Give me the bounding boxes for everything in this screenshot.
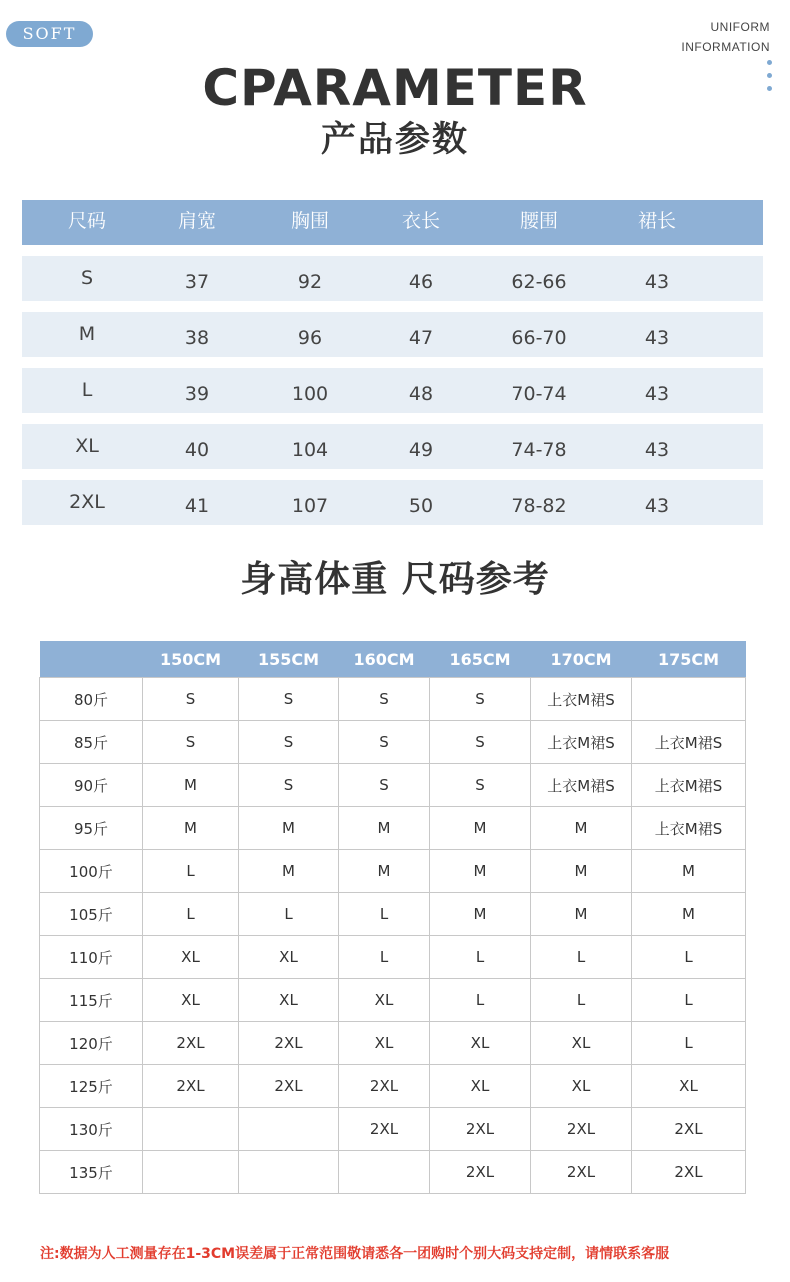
- parameter-header-row: [22, 200, 763, 245]
- ref-row: [40, 1108, 746, 1151]
- ref-weight-cell: 135斤: [40, 1151, 143, 1194]
- ref-header-cell: 160CM: [339, 641, 430, 678]
- ref-size-cell: M: [531, 893, 632, 936]
- param-header-cell: 胸围: [290, 210, 329, 232]
- ref-size-cell: M: [632, 893, 746, 936]
- param-value-cell: 104: [291, 439, 329, 461]
- measurement-note: 注:数据为人工测量存在1-3CM误差属于正常范围敬请悉各一团购时个别大码支持定制，请情联系客服: [40, 1246, 670, 1262]
- ref-size-cell: L: [143, 893, 239, 936]
- page-subtitle: 产品参数: [320, 120, 469, 160]
- param-size-cell: XL: [75, 435, 99, 457]
- ref-row: [40, 979, 746, 1022]
- ref-weight-cell: 110斤: [40, 936, 143, 979]
- parameter-table: [22, 200, 763, 536]
- ref-size-cell: 2XL: [143, 1022, 239, 1065]
- param-value-cell: 78-82: [511, 495, 567, 517]
- ref-size-cell: S: [143, 721, 239, 764]
- ref-header-cell: 165CM: [430, 641, 531, 678]
- ref-row: [40, 1151, 746, 1194]
- ref-size-cell: 2XL: [339, 1108, 430, 1151]
- ref-size-cell: S: [430, 678, 531, 721]
- ref-row: [40, 1022, 746, 1065]
- ref-size-cell: M: [239, 850, 339, 893]
- ref-weight-cell: 120斤: [40, 1022, 143, 1065]
- ref-size-cell: [239, 1108, 339, 1151]
- parameter-row: [22, 256, 763, 301]
- parameter-row: [22, 424, 763, 469]
- ref-size-cell: 2XL: [632, 1151, 746, 1194]
- ref-row: [40, 807, 746, 850]
- ref-size-cell: 上衣M裙S: [531, 678, 632, 721]
- ref-size-cell: 2XL: [430, 1151, 531, 1194]
- ref-size-cell: L: [632, 979, 746, 1022]
- ref-size-cell: M: [143, 807, 239, 850]
- ref-weight-cell: 90斤: [40, 764, 143, 807]
- param-value-cell: 46: [408, 271, 434, 293]
- page-title: CPARAMETER: [202, 59, 588, 117]
- ref-size-cell: 2XL: [531, 1108, 632, 1151]
- ref-weight-cell: 125斤: [40, 1065, 143, 1108]
- ref-header-cell: [40, 641, 143, 678]
- ref-size-cell: L: [531, 979, 632, 1022]
- ref-size-cell: L: [430, 979, 531, 1022]
- ref-size-cell: S: [143, 678, 239, 721]
- ref-size-cell: M: [339, 850, 430, 893]
- ref-size-cell: L: [339, 936, 430, 979]
- ref-size-cell: XL: [430, 1065, 531, 1108]
- soft-badge: SOFT: [6, 21, 93, 47]
- ref-row: [40, 936, 746, 979]
- param-value-cell: 70-74: [511, 383, 567, 405]
- ref-size-cell: M: [430, 893, 531, 936]
- ref-size-cell: XL: [531, 1022, 632, 1065]
- ref-size-cell: 2XL: [339, 1065, 430, 1108]
- ref-size-cell: S: [430, 721, 531, 764]
- ref-size-cell: L: [632, 1022, 746, 1065]
- ref-row: [40, 721, 746, 764]
- ref-row: [40, 1065, 746, 1108]
- param-size-cell: 2XL: [69, 491, 105, 513]
- param-value-cell: 43: [644, 439, 670, 461]
- ref-header-cell: 175CM: [632, 641, 746, 678]
- ref-header-cell: 155CM: [239, 641, 339, 678]
- ref-size-cell: [239, 1151, 339, 1194]
- ref-size-cell: 2XL: [239, 1022, 339, 1065]
- size-reference-title: 身高体重 尺码参考: [240, 559, 550, 600]
- param-value-cell: 43: [644, 495, 670, 517]
- ref-size-cell: S: [239, 764, 339, 807]
- param-value-cell: 107: [291, 495, 329, 517]
- ref-size-cell: S: [339, 721, 430, 764]
- ref-size-cell: XL: [339, 979, 430, 1022]
- ref-size-cell: 2XL: [632, 1108, 746, 1151]
- parameter-row: [22, 368, 763, 413]
- ref-size-cell: 上衣M裙S: [531, 764, 632, 807]
- ref-header-cell: 150CM: [143, 641, 239, 678]
- ref-size-cell: XL: [239, 936, 339, 979]
- corner-line-1: UNIFORM: [710, 20, 770, 34]
- ref-row: [40, 893, 746, 936]
- param-value-cell: 48: [408, 383, 434, 405]
- ref-size-cell: 上衣M裙S: [632, 807, 746, 850]
- ref-size-cell: M: [143, 764, 239, 807]
- param-value-cell: 92: [297, 271, 323, 293]
- ref-size-cell: S: [239, 678, 339, 721]
- param-value-cell: 50: [408, 495, 434, 517]
- ref-weight-cell: 105斤: [40, 893, 143, 936]
- param-value-cell: 41: [184, 495, 210, 517]
- ref-size-cell: M: [430, 850, 531, 893]
- ref-size-cell: M: [339, 807, 430, 850]
- ref-weight-cell: 80斤: [40, 678, 143, 721]
- ref-size-cell: 上衣M裙S: [531, 721, 632, 764]
- ref-weight-cell: 100斤: [40, 850, 143, 893]
- ref-size-cell: S: [339, 764, 430, 807]
- param-value-cell: 40: [184, 439, 210, 461]
- ref-size-cell: S: [430, 764, 531, 807]
- ref-size-cell: [143, 1108, 239, 1151]
- ref-size-cell: XL: [531, 1065, 632, 1108]
- ref-size-cell: XL: [239, 979, 339, 1022]
- param-header-cell: 腰围: [519, 210, 558, 232]
- ref-size-cell: XL: [339, 1022, 430, 1065]
- param-value-cell: 66-70: [511, 327, 567, 349]
- corner-line-2: INFORMATION: [681, 40, 770, 54]
- ref-size-cell: L: [239, 893, 339, 936]
- ref-size-cell: XL: [632, 1065, 746, 1108]
- param-size-cell: L: [81, 379, 93, 401]
- ref-weight-cell: 85斤: [40, 721, 143, 764]
- param-value-cell: 74-78: [511, 439, 567, 461]
- param-value-cell: 43: [644, 383, 670, 405]
- param-value-cell: 49: [408, 439, 434, 461]
- param-value-cell: 37: [184, 271, 210, 293]
- ref-size-cell: [632, 678, 746, 721]
- ref-size-cell: XL: [430, 1022, 531, 1065]
- param-value-cell: 47: [408, 327, 434, 349]
- param-value-cell: 100: [291, 383, 329, 405]
- ref-size-cell: L: [430, 936, 531, 979]
- parameter-row: [22, 480, 763, 525]
- ref-size-cell: S: [339, 678, 430, 721]
- ref-size-cell: [143, 1151, 239, 1194]
- param-header-cell: 肩宽: [177, 210, 216, 232]
- ref-size-cell: L: [339, 893, 430, 936]
- param-size-cell: S: [80, 267, 94, 289]
- param-header-cell: 裙长: [637, 210, 676, 232]
- ref-size-cell: XL: [143, 936, 239, 979]
- ref-weight-cell: 95斤: [40, 807, 143, 850]
- ref-size-cell: [339, 1151, 430, 1194]
- param-header-cell: 衣长: [401, 210, 440, 232]
- ref-size-cell: M: [632, 850, 746, 893]
- ref-size-cell: 2XL: [531, 1151, 632, 1194]
- ref-size-cell: M: [430, 807, 531, 850]
- ref-size-cell: 上衣M裙S: [632, 764, 746, 807]
- ref-size-cell: 2XL: [143, 1065, 239, 1108]
- ref-size-cell: 上衣M裙S: [632, 721, 746, 764]
- ref-size-cell: M: [531, 807, 632, 850]
- param-value-cell: 62-66: [511, 271, 567, 293]
- ref-size-cell: 2XL: [430, 1108, 531, 1151]
- ref-size-cell: L: [531, 936, 632, 979]
- ref-size-cell: M: [239, 807, 339, 850]
- param-value-cell: 96: [297, 327, 323, 349]
- param-value-cell: 38: [184, 327, 210, 349]
- param-value-cell: 43: [644, 327, 670, 349]
- ref-row: [40, 764, 746, 807]
- ref-row: [40, 850, 746, 893]
- ref-row: [40, 678, 746, 721]
- ref-size-cell: 2XL: [239, 1065, 339, 1108]
- ref-header-row: [40, 641, 746, 678]
- param-size-cell: M: [78, 323, 96, 345]
- corner-label: [681, 17, 770, 57]
- param-value-cell: 43: [644, 271, 670, 293]
- ref-weight-cell: 115斤: [40, 979, 143, 1022]
- ref-weight-cell: 130斤: [40, 1108, 143, 1151]
- ref-header-cell: 170CM: [531, 641, 632, 678]
- size-reference-table: [39, 641, 746, 1194]
- param-header-cell: 尺码: [67, 210, 106, 232]
- ref-size-cell: XL: [143, 979, 239, 1022]
- ref-size-cell: L: [143, 850, 239, 893]
- ref-size-cell: L: [632, 936, 746, 979]
- param-value-cell: 39: [184, 383, 210, 405]
- ref-size-cell: M: [531, 850, 632, 893]
- parameter-row: [22, 312, 763, 357]
- ref-size-cell: S: [239, 721, 339, 764]
